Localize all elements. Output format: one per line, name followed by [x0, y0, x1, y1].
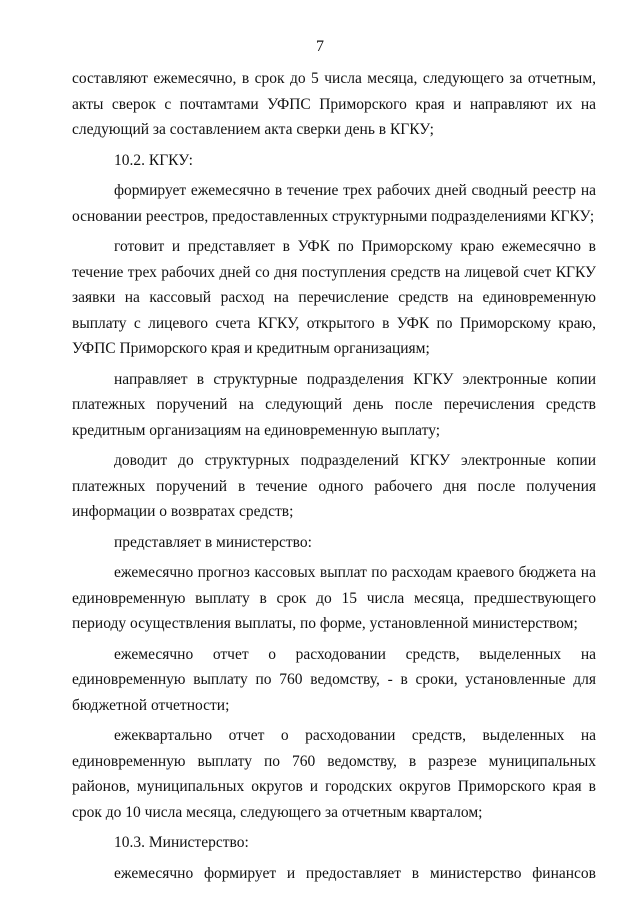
paragraph-monthly-report: ежемесячно отчет о расходовании средств, выделенных на единовременную выплату по 760 ведомству, - в сроки, установленные для бюджетной отчетности; [72, 645, 596, 714]
section-heading-10-3: 10.3. Министерство: [114, 834, 249, 851]
paragraph-monthly-forecast: ежемесячно прогноз кассовых выплат по расходам краевого бюджета на единовременную выплату в срок до 15 числа месяца, предшествующего периоду осуществления выплаты, по форме, установленной министерством; [72, 564, 596, 632]
document-body [72, 66, 596, 891]
paragraph-payment-orders-copies: направляет в структурные подразделения КГКУ электронные копии платежных поручений на следующий день после перечисления средств кредитным организациям на единовременную выплату; [72, 370, 596, 439]
page-number: 7 [316, 38, 324, 55]
paragraph-acts-of-reconciliation: составляют ежемесячно, в срок до 5 числа месяца, следующего за отчетным, акты сверок с почтамтами УФПС Приморского края и направляют их на следующий за составлением акта сверки день в КГКУ; [72, 70, 596, 138]
paragraph-refund-information: доводит до структурных подразделений КГКУ электронные копии платежных поручений в течение одного рабочего дня после получения информации о возвратах средств; [72, 452, 596, 520]
paragraph-submits-to-ministry: представляет в министерство: [114, 533, 312, 551]
paragraph-ministry-monthly: ежемесячно формирует и предоставляет в министерство финансов [114, 864, 596, 882]
paragraph-cash-expense-requests: готовит и представляет в УФК по Приморскому краю ежемесячно в течение трех рабочих дней со дня поступления средств на лицевой счет КГКУ заявки на кассовый расход на перечисление средств на единовременную выплату с лицевого счета КГКУ, открытого в УФК по Приморскому краю, УФПС Приморского края и кредитным организациям; [72, 238, 596, 357]
paragraph-quarterly-report: ежеквартально отчет о расходовании средств, выделенных на единовременную выплату по 760 ведомству, в разрезе муниципальных районов, муниципальных округов и городских округов Приморского края в срок до 10 числа месяца, следующего за отчетным кварталом; [72, 727, 596, 821]
section-heading-10-2: 10.2. КГКУ: [114, 151, 193, 169]
paragraph-summary-register: формирует ежемесячно в течение трех рабочих дней сводный реестр на основании реестров, предоставленных структурными подразделениями КГКУ; [72, 182, 596, 225]
